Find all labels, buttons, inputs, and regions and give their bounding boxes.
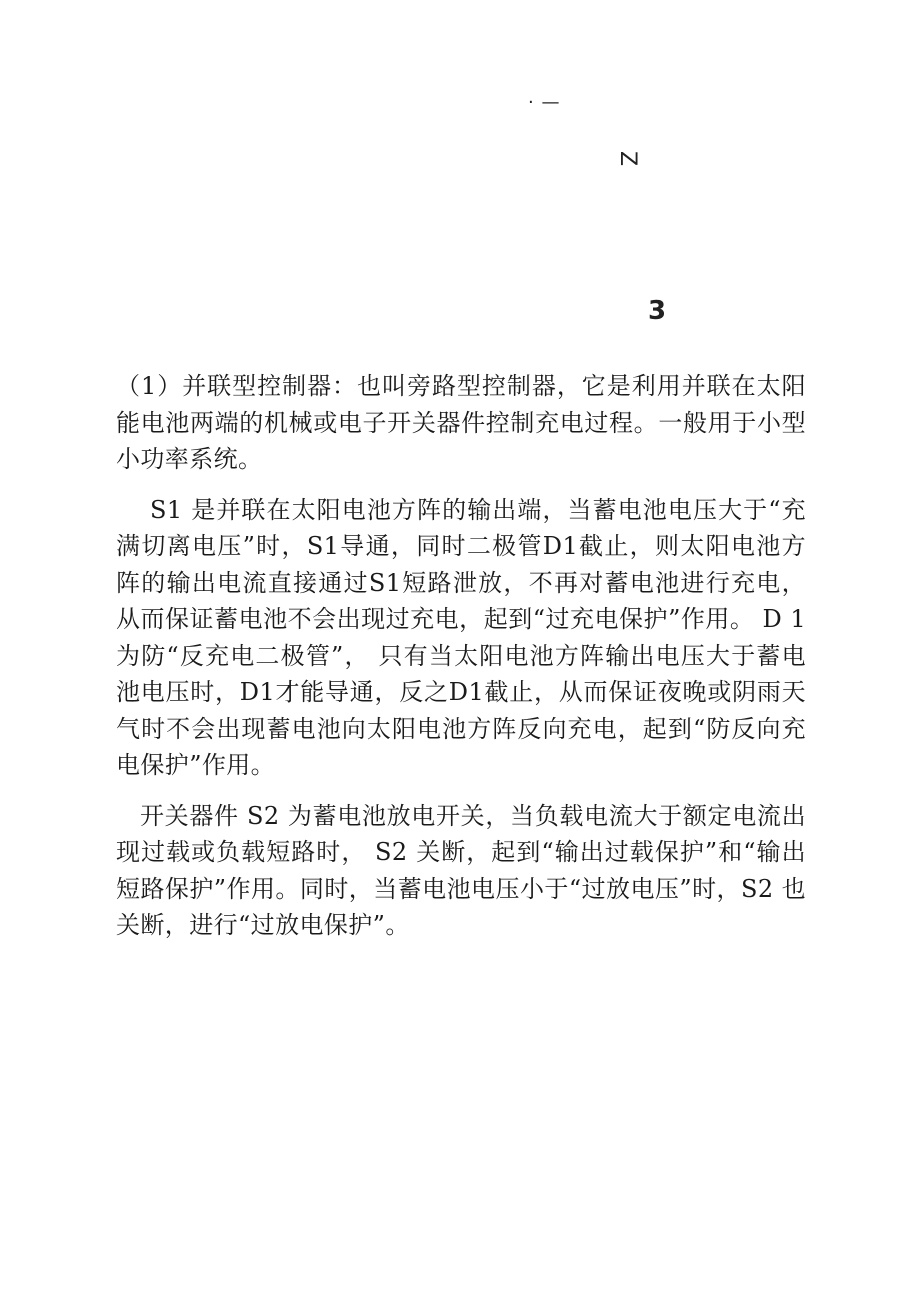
diagram-fragment-top: · — [528,92,561,113]
paragraph-s1-description: S1 是并联在太阳电池方阵的输出端，当蓄电池电压大于“充满切离电压”时，S1导通，同时二极管D1截止，则太阳电池方 阵的输出电流直接通过S1短路泄放，不再对蓄电池进行充电， 从而保证蓄电池不会出现过充电，起到“过充电保护”作用。 D 1 为防“反充电二极管”， 只有当太阳电池方阵输出电压大于蓄电 池电压时，D1才能导通，反之D1截止，从而保证夜晚或阴雨天 气时不会出现蓄电池向太阳电池方阵反向充电，起到“防反向充 电保护”作用。 [116,495,806,779]
body-text [116,368,806,958]
paragraph-s2-description: 开关器件 S2 为蓄电池放电开关，当负载电流大于额定电流出现过载或负载短路时， S2 关断，起到“输出过载保护”和“输出短路保护”作用。同时，当蓄电池电压小于“过放电压”时，S2 也关断，进行“过放电保护”。 [116,801,806,939]
diagram-fragment-side: Z [615,150,641,167]
diagram-fragment-lower: 3 [648,296,667,326]
paragraph-parallel-controller: （1）并联型控制器：也叫旁路型控制器，它是利用并联在太阳能电池两端的机械或电子开关器件控制充电过程。一般用于小型小功率系统。 [116,372,806,473]
